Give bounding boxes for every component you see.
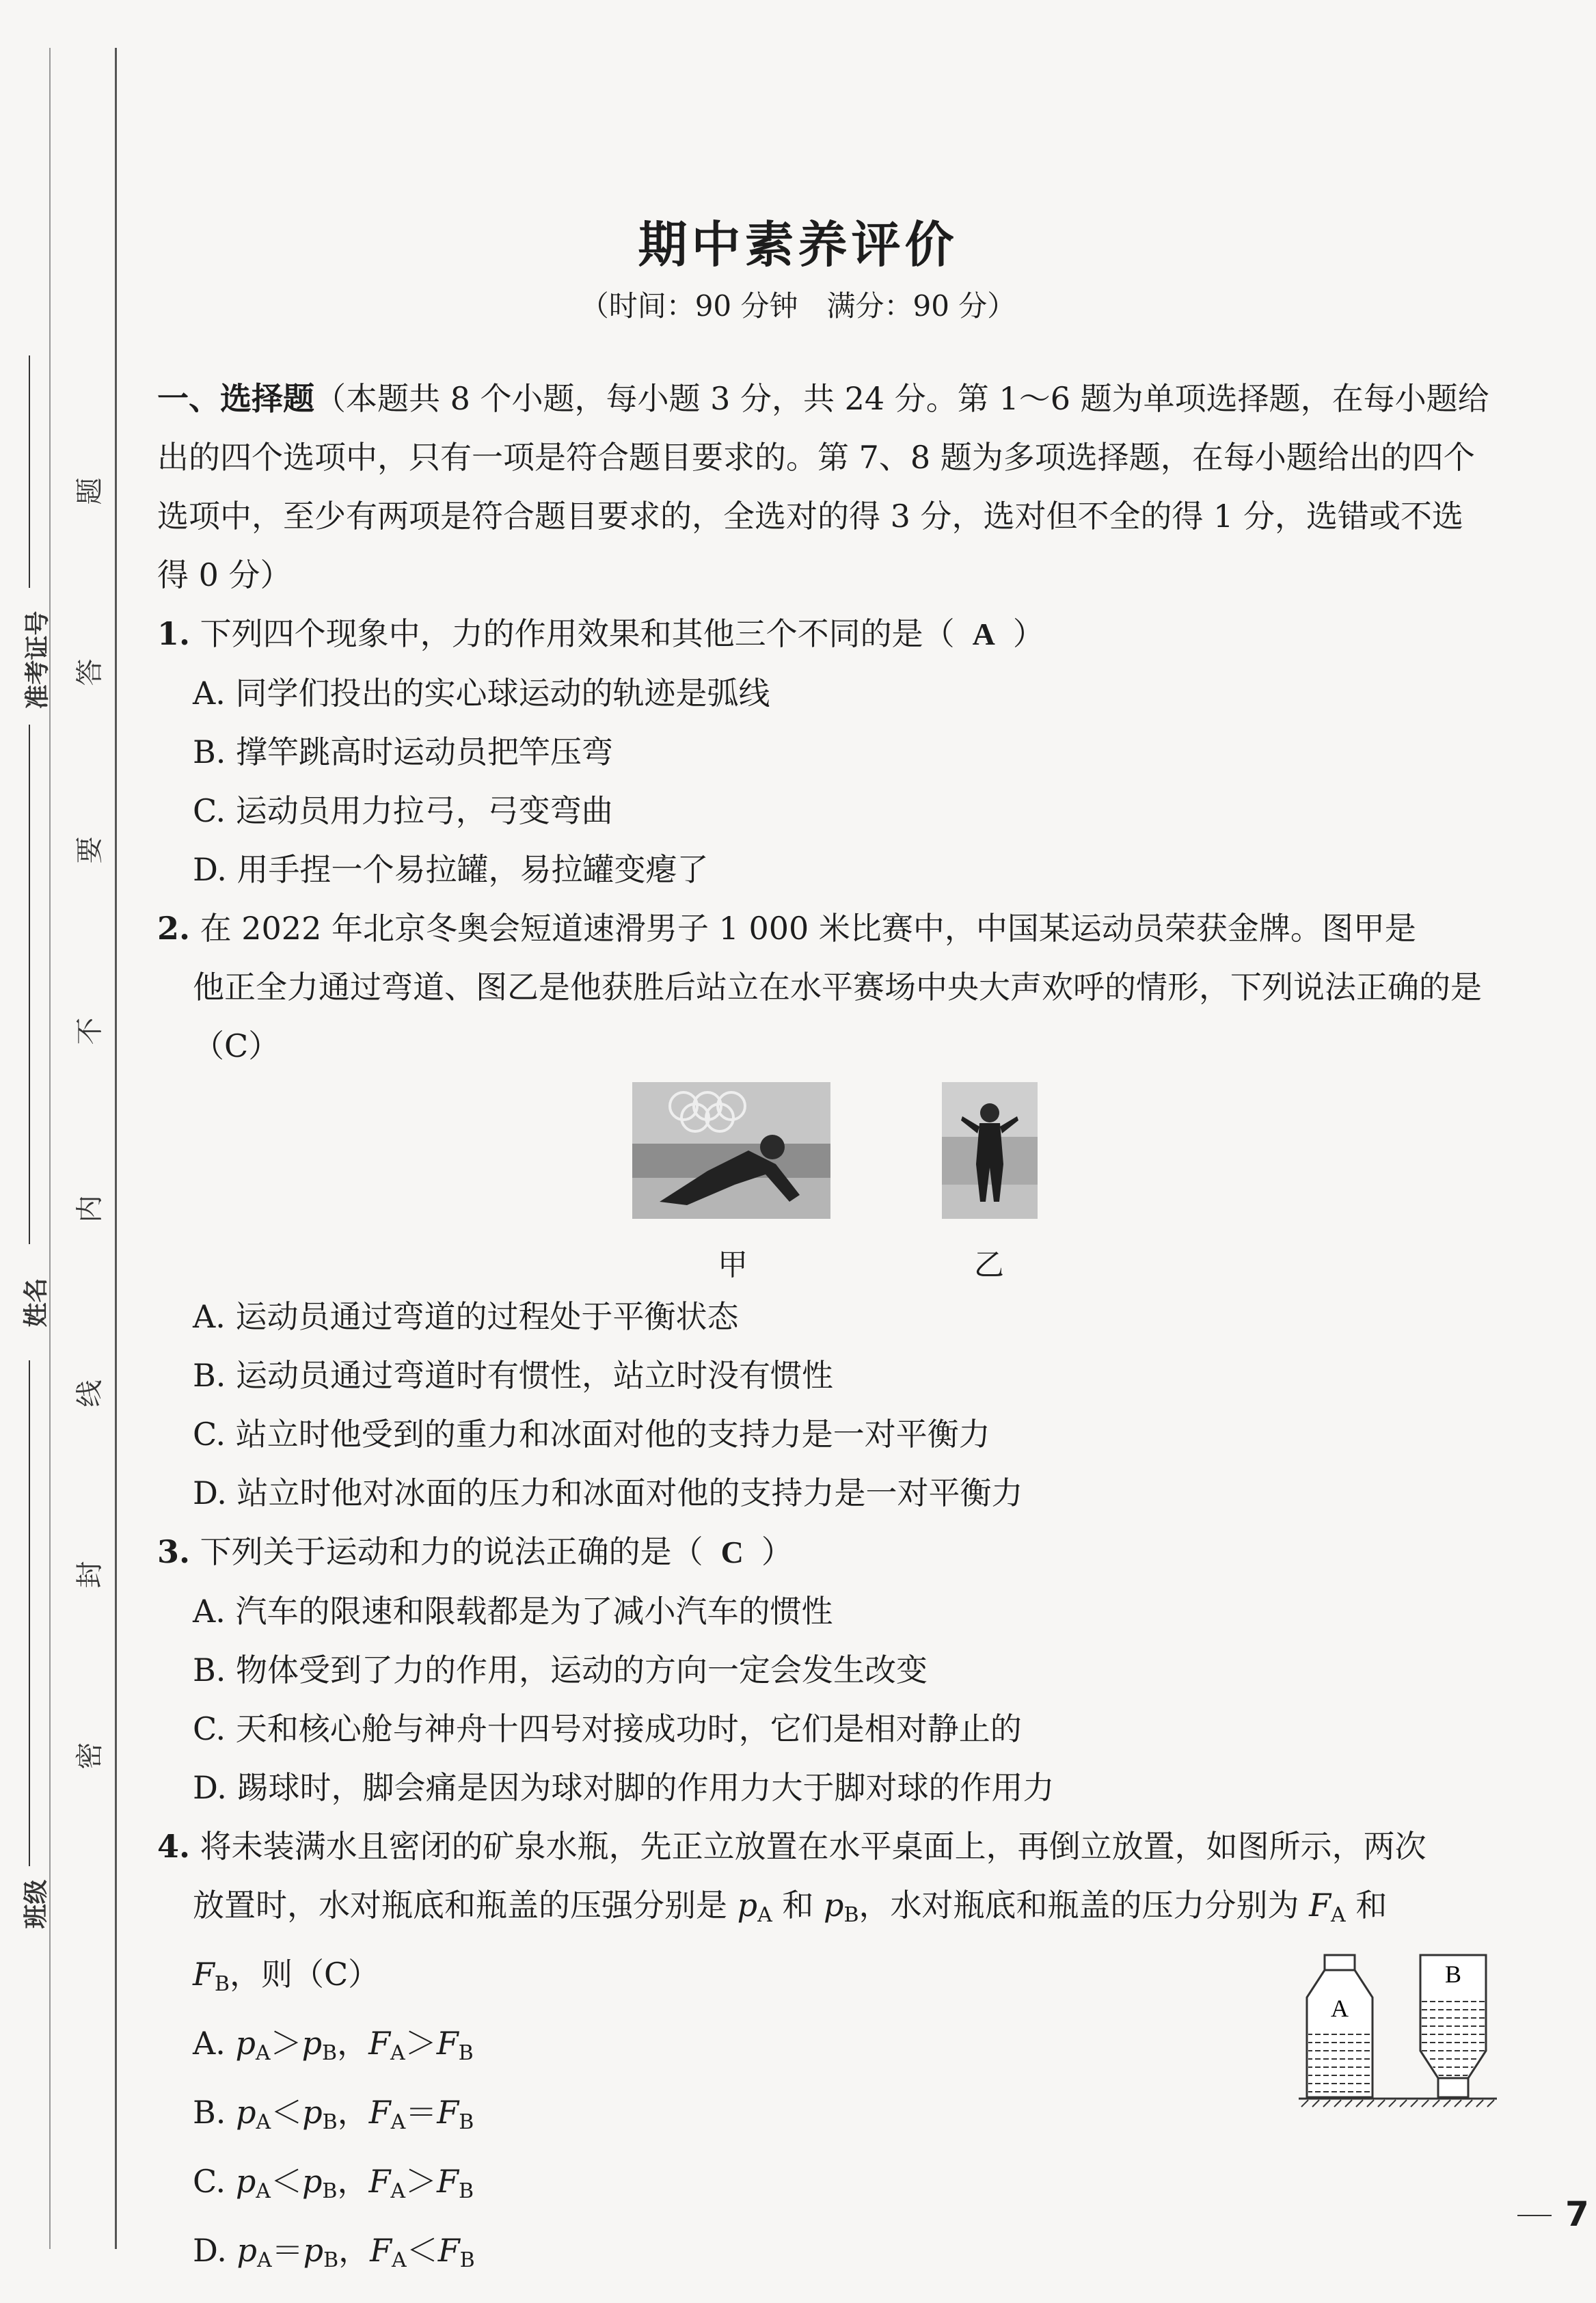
name-label: 姓名 bbox=[21, 1278, 51, 1328]
relation: ＜ bbox=[271, 2094, 303, 2131]
sub-b: B bbox=[214, 1972, 230, 1996]
symbol-f: F bbox=[193, 1956, 215, 1993]
option: C. 天和核心舱与神舟十四号对接成功时，它们是相对静止的 bbox=[193, 1710, 1022, 1747]
option-letter: A. bbox=[193, 2025, 226, 2062]
field-line bbox=[29, 1360, 30, 1866]
sub-b: B bbox=[322, 2110, 338, 2134]
field-line bbox=[29, 355, 30, 588]
water-a bbox=[1308, 2030, 1371, 2096]
page-number: 7 bbox=[1565, 2194, 1589, 2234]
seal-char: 题 bbox=[74, 477, 106, 505]
caption-jia: 甲 bbox=[718, 1248, 748, 1282]
option: C. 运动员用力拉弓，弓变弯曲 bbox=[193, 792, 613, 829]
relation: ＜ bbox=[406, 2232, 438, 2269]
stem-text: ，则（ bbox=[229, 1956, 324, 1993]
option: A. $p_A>p_B$，$F_A>F_B$ bbox=[193, 2025, 474, 2065]
option: D. 站立时他对冰面的压力和冰面对他的支持力是一对平衡力 bbox=[193, 1474, 1023, 1511]
sub-a: A bbox=[390, 2110, 406, 2134]
symbol-f: F bbox=[437, 2232, 460, 2269]
seal-char: 密 bbox=[74, 1742, 106, 1770]
sub-a: A bbox=[757, 1903, 772, 1927]
symbol-f: F bbox=[437, 2163, 459, 2200]
seal-char: 内 bbox=[74, 1195, 106, 1223]
stem-text: 和 bbox=[772, 1887, 824, 1924]
relation: ＞ bbox=[270, 2025, 302, 2062]
seal-char: 不 bbox=[74, 1017, 106, 1045]
sub-a: A bbox=[256, 2179, 271, 2203]
paren: ） bbox=[761, 1533, 793, 1570]
seal-line bbox=[115, 48, 117, 2249]
seal-char: 封 bbox=[74, 1561, 106, 1589]
photo-jia bbox=[632, 1082, 830, 1219]
stem-text: ，水对瓶底和瓶盖的压力分别为 bbox=[858, 1887, 1310, 1924]
sub-b: B bbox=[459, 2110, 474, 2134]
bottle-cap-b bbox=[1438, 2078, 1468, 2097]
option: B. 运动员通过弯道时有惯性，站立时没有惯性 bbox=[193, 1357, 834, 1394]
sub-b: B bbox=[323, 2248, 339, 2272]
sub-a: A bbox=[256, 2110, 271, 2134]
sub-a: A bbox=[390, 2041, 405, 2065]
section-heading: 一、选择题 bbox=[157, 380, 314, 417]
figure-skaters bbox=[157, 1082, 1490, 1282]
sub-a: A bbox=[255, 2041, 271, 2065]
symbol-p: p bbox=[301, 2163, 323, 2200]
sub-b: B bbox=[322, 2179, 338, 2203]
footer-dash bbox=[1517, 2215, 1552, 2216]
option: B. 物体受到了力的作用，运动的方向一定会发生改变 bbox=[193, 1652, 928, 1688]
symbol-f: F bbox=[1309, 1887, 1331, 1924]
stem-text: 和 bbox=[1345, 1887, 1388, 1924]
sub-b: B bbox=[458, 2179, 474, 2203]
symbol-f: F bbox=[368, 2025, 391, 2062]
class-label: 班级 bbox=[21, 1879, 51, 1929]
sub-a: A bbox=[1331, 1903, 1346, 1927]
question-stem-cont bbox=[193, 1945, 1490, 2014]
question-stem-cont bbox=[193, 1876, 1490, 1945]
option: D. 用手捏一个易拉罐，易拉罐变瘪了 bbox=[193, 851, 709, 888]
question-1 bbox=[157, 604, 1490, 664]
bottle-b-label: B bbox=[1444, 1961, 1462, 1988]
sub-a: A bbox=[390, 2179, 406, 2203]
bottle-a-label: A bbox=[1331, 1995, 1349, 2022]
option: B. 撑竿跳高时运动员把竿压弯 bbox=[193, 733, 614, 770]
option: D. 踢球时，脚会痛是因为球对脚的作用力大于脚对球的作用力 bbox=[193, 1769, 1055, 1806]
symbol-p: p bbox=[236, 2094, 256, 2131]
symbol-p: p bbox=[236, 2232, 257, 2269]
exam-info: （时间：90 分钟 满分：90 分） bbox=[580, 289, 1016, 323]
symbol-p: p bbox=[235, 2025, 256, 2062]
option: A. 汽车的限速和限载都是为了减小汽车的惯性 bbox=[193, 1593, 833, 1630]
question-stem: 将未装满水且密闭的矿泉水瓶，先正立放置在水平桌面上，再倒立放置，如图所示，两次 bbox=[200, 1828, 1426, 1865]
symbol-p: p bbox=[737, 1887, 758, 1924]
stem-text: 放置时，水对瓶底和瓶盖的压强分别是 bbox=[193, 1887, 738, 1924]
exam-number-label: 准考证号 bbox=[23, 610, 52, 710]
option-letter: D. bbox=[193, 2232, 227, 2269]
relation: ＞ bbox=[405, 2163, 437, 2200]
binding-margin bbox=[0, 0, 130, 2303]
photo-yi bbox=[942, 1082, 1038, 1219]
question-2 bbox=[157, 899, 1490, 958]
answer: C bbox=[224, 1027, 249, 1064]
symbol-p: p bbox=[235, 2163, 256, 2200]
page-title: 期中素养评价 bbox=[638, 215, 958, 273]
question-number: 1. bbox=[157, 615, 191, 652]
symbol-p: p bbox=[824, 1887, 844, 1924]
question-number: 2. bbox=[157, 910, 191, 947]
sub-a: A bbox=[256, 2248, 272, 2272]
table-hatch bbox=[1301, 2100, 1494, 2107]
bottle-figure bbox=[1299, 1948, 1497, 2126]
bottle-cap-a bbox=[1325, 1955, 1355, 1970]
sub-a: A bbox=[392, 2248, 407, 2272]
option-letter: B. bbox=[193, 2094, 226, 2131]
field-line bbox=[29, 725, 30, 1244]
option: A. 运动员通过弯道的过程处于平衡状态 bbox=[193, 1298, 739, 1335]
answer: C bbox=[720, 1535, 744, 1570]
seal-char: 要 bbox=[74, 836, 106, 864]
relation: ＝ bbox=[271, 2232, 303, 2269]
answer: A bbox=[972, 617, 995, 651]
sub-b: B bbox=[459, 2248, 475, 2272]
symbol-p: p bbox=[303, 2232, 324, 2269]
question-4 bbox=[157, 1817, 1490, 1876]
symbol-f: F bbox=[368, 2094, 391, 2131]
seal-char: 答 bbox=[74, 658, 106, 686]
symbol-p: p bbox=[302, 2094, 323, 2131]
sub-b: B bbox=[322, 2041, 338, 2065]
paren: ） bbox=[248, 1027, 280, 1064]
section-intro bbox=[157, 369, 1490, 604]
question-3 bbox=[157, 1522, 1490, 1582]
seal-char: 线 bbox=[74, 1379, 106, 1408]
question-number: 4. bbox=[157, 1828, 191, 1865]
question-stem: 在 2022 年北京冬奥会短道速滑男子 1 000 米比赛中，中国某运动员荣获金牌。图甲是 bbox=[200, 910, 1416, 947]
question-stem: 下列四个现象中，力的作用效果和其他三个不同的是（ bbox=[200, 615, 955, 652]
exam-content bbox=[157, 369, 1490, 2290]
caption-yi: 乙 bbox=[974, 1248, 1004, 1282]
symbol-f: F bbox=[436, 2025, 459, 2062]
symbol-f: F bbox=[370, 2232, 392, 2269]
symbol-f: F bbox=[437, 2094, 459, 2131]
sub-b: B bbox=[843, 1903, 859, 1927]
option: D. $p_A=p_B$，$F_A<F_B$ bbox=[193, 2232, 475, 2272]
section-instructions: （本题共 8 个小题，每小题 3 分，共 24 分。第 1～6 题为单项选择题，在每小题给出的四个选项中，只有一项是符合题目要求的。第 7、8 题为多项选择题，在每小题给出的四个选项中，至少有两项是符合题目要求的，全选对的得 3 分，选对但不全的得 1 分，选错或不选得 0 分） bbox=[157, 380, 1489, 593]
option-letter: C. bbox=[193, 2163, 226, 2200]
sub-b: B bbox=[458, 2041, 474, 2065]
paren: ） bbox=[348, 1956, 380, 1993]
symbol-p: p bbox=[301, 2025, 323, 2062]
question-number: 3. bbox=[157, 1533, 191, 1570]
question-stem: 下列关于运动和力的说法正确的是（ bbox=[200, 1533, 703, 1570]
option: C. $p_A<p_B$，$F_A>F_B$ bbox=[193, 2163, 474, 2203]
option: B. $p_A<p_B$，$F_A=F_B$ bbox=[193, 2094, 474, 2134]
option: C. 站立时他受到的重力和冰面对他的支持力是一对平衡力 bbox=[193, 1416, 990, 1453]
option: A. 同学们投出的实心球运动的轨迹是弧线 bbox=[193, 675, 770, 712]
answer: C bbox=[323, 1956, 349, 1993]
relation: ＜ bbox=[270, 2163, 302, 2200]
paren: ） bbox=[1012, 615, 1044, 652]
question-stem: 他正全力通过弯道、图乙是他获胜后站立在水平赛场中央大声欢呼的情形，下列说法正确的是（ bbox=[193, 969, 1482, 1064]
relation: ＝ bbox=[405, 2094, 437, 2131]
question-stem-cont bbox=[193, 958, 1490, 1075]
relation: ＞ bbox=[405, 2025, 437, 2062]
symbol-f: F bbox=[368, 2163, 391, 2200]
